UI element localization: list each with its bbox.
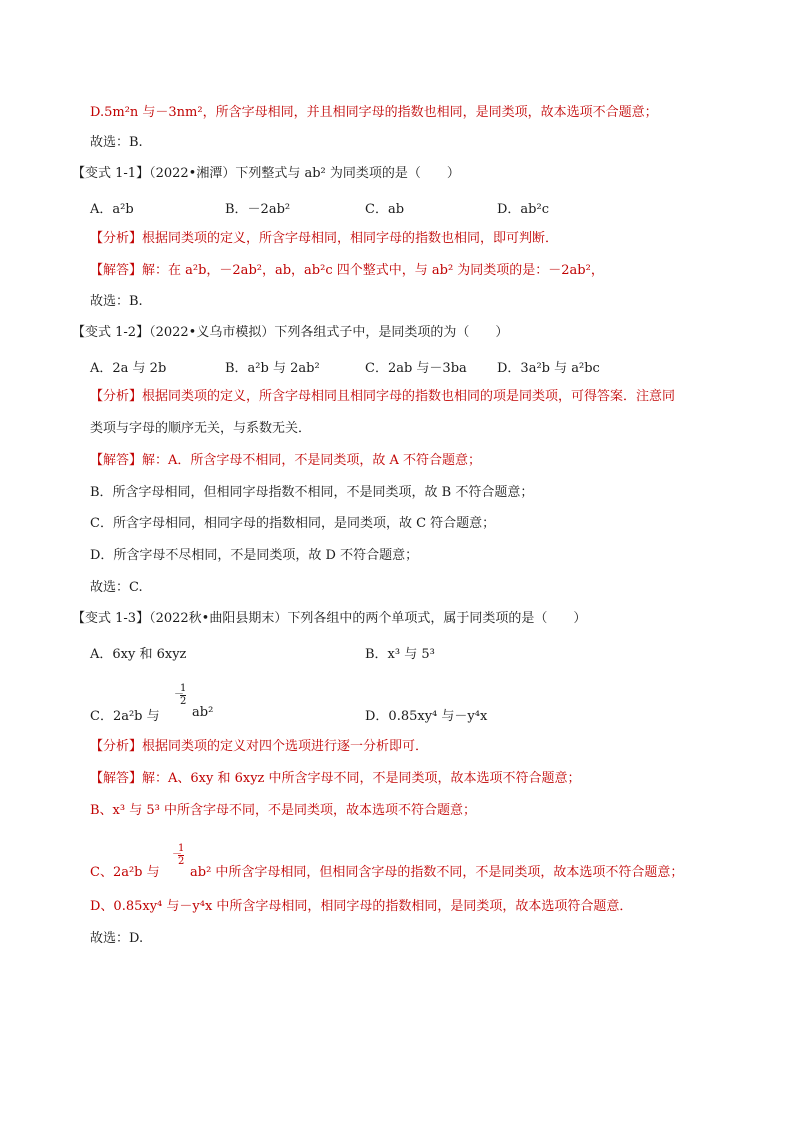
fraction-numerator: 1 — [178, 843, 185, 854]
v3-answer-a: 【解答】解：A、6xy 和 6xyz 中所含字母不同，不是同类项，故本选项不符合题意； — [90, 771, 581, 786]
v2-answer-a: 【解答】解：A．所含字母不相同，不是同类项，故 A 不符合题意； — [90, 453, 482, 468]
v1-title: 【变式 1-1】（2022•湘潭）下列整式与 ab² 为同类项的是（ ） — [72, 166, 460, 181]
v2-choose: 故选：C. — [90, 580, 143, 595]
v1-option-d: D．ab²c — [497, 202, 549, 217]
fraction-sign: － — [172, 849, 182, 860]
v3-option-c-fraction — [174, 683, 186, 708]
v3-answer-b: B、x³ 与 5³ 中所含字母不同，不是同类项，故本选项不符合题意； — [90, 803, 476, 818]
v2-option-c: C．2ab 与－3ba — [365, 361, 467, 376]
v3-option-c-suffix: ab² — [192, 705, 214, 720]
v2-answer-c: C．所含字母相同，相同字母的指数相同，是同类项，故 C 符合题意； — [90, 516, 496, 531]
fraction-sign: － — [174, 689, 184, 700]
v3-analysis: 【分析】根据同类项的定义对四个选项进行逐一分析即可． — [90, 739, 429, 754]
top-choose: 故选：B. — [90, 135, 143, 150]
v1-analysis: 【分析】根据同类项的定义，所含字母相同，相同字母的指数也相同，即可判断． — [90, 231, 559, 246]
v3-option-c-prefix: C．2a²b 与 — [90, 709, 160, 724]
v3-option-d: D．0.85xy⁴ 与－y⁴x — [365, 709, 488, 724]
v3-answer-c-fraction — [172, 843, 184, 868]
v2-option-a: A．2a 与 2b — [90, 361, 167, 376]
v3-answer-c-suffix: ab² 中所含字母相同，但相同含字母的指数不同，不是同类项，故本选项不符合题意； — [190, 865, 684, 880]
top-d-line: D.5m²n 与－3nm²，所含字母相同，并且相同字母的指数也相同，是同类项，故本选项不合题意； — [90, 105, 658, 120]
v1-option-b: B．－2ab² — [225, 202, 291, 217]
v2-option-b: B．a²b 与 2ab² — [225, 361, 320, 376]
v3-choose: 故选：D. — [90, 931, 144, 946]
fraction-denominator: 2 — [180, 696, 187, 707]
v2-option-d: D．3a²b 与 a²bc — [497, 361, 600, 376]
fraction-numerator: 1 — [180, 683, 187, 694]
v1-option-c: C．ab — [365, 202, 405, 217]
v2-analysis-line-1: 【分析】根据同类项的定义，所含字母相同且相同字母的指数也相同的项是同类项，可得答案．注意同 — [90, 389, 676, 404]
v3-answer-d: D、0.85xy⁴ 与－y⁴x 中所含字母相同，相同字母的指数相同，是同类项，故本选项符合题意． — [90, 899, 633, 914]
v2-analysis-line-2: 类项与字母的顺序无关，与系数无关． — [90, 421, 312, 436]
fraction-denominator: 2 — [178, 856, 185, 867]
v3-option-a: A．6xy 和 6xyz — [90, 647, 187, 662]
v2-title: 【变式 1-2】（2022•义乌市模拟）下列各组式子中，是同类项的为（ ） — [72, 325, 509, 340]
v3-answer-c-prefix: C、2a²b 与 — [90, 865, 160, 880]
v1-answer: 【解答】解：在 a²b，－2ab²，ab，ab²c 四个整式中，与 ab² 为同类项的是：－2ab²， — [90, 263, 604, 278]
v1-choose: 故选：B. — [90, 294, 143, 309]
v3-title: 【变式 1-3】（2022秋•曲阳县期末）下列各组中的两个单项式，属于同类项的是（ ） — [72, 611, 587, 626]
v3-option-b: B．x³ 与 5³ — [365, 647, 435, 662]
v2-answer-d: D．所含字母不尽相同，不是同类项，故 D 不符合题意； — [90, 548, 419, 563]
v1-option-a: A．a²b — [90, 202, 134, 217]
v2-answer-b: B．所含字母相同，但相同字母指数不相同，不是同类项，故 B 不符合题意； — [90, 485, 534, 500]
